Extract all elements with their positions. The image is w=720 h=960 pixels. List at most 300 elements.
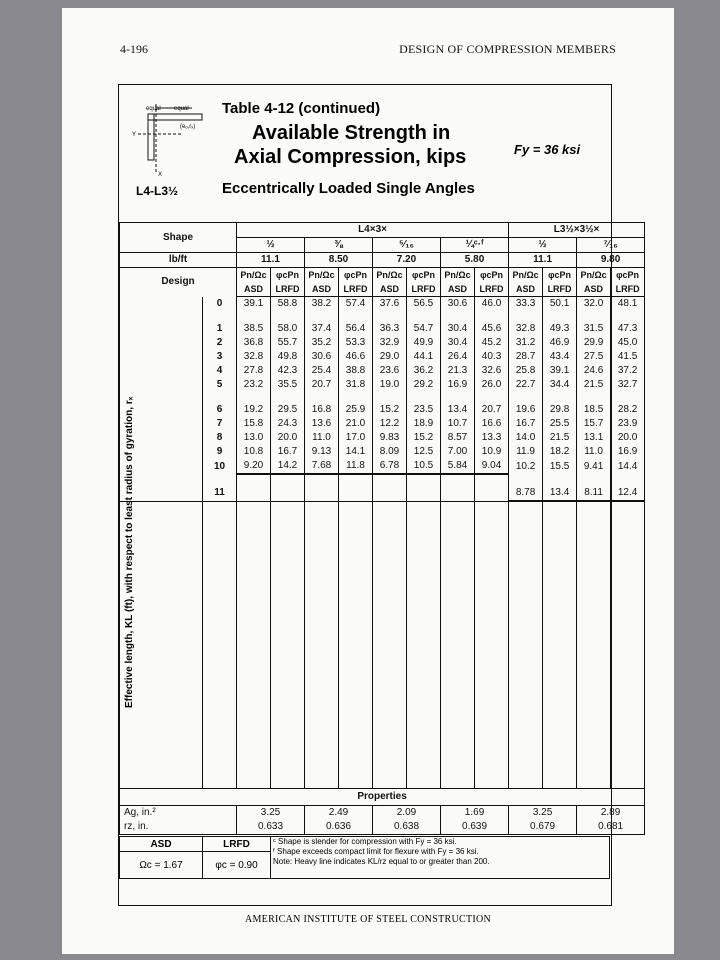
strength-value: 17.0 bbox=[339, 431, 373, 445]
strength-value: 38.5 bbox=[237, 322, 271, 336]
strength-value: 15.2 bbox=[373, 403, 407, 417]
strength-value: 20.0 bbox=[611, 431, 645, 445]
strength-value: 25.8 bbox=[509, 364, 543, 378]
table-cell bbox=[543, 474, 577, 486]
table-cell bbox=[120, 322, 203, 336]
strength-value: 13.3 bbox=[475, 431, 509, 445]
strength-value: 39.1 bbox=[543, 364, 577, 378]
strength-value: 27.5 bbox=[577, 350, 611, 364]
strength-value: 19.0 bbox=[373, 378, 407, 392]
strength-value: 36.8 bbox=[237, 336, 271, 350]
strength-value: 29.9 bbox=[577, 336, 611, 350]
table-cell bbox=[237, 311, 271, 322]
strength-value: 56.5 bbox=[407, 297, 441, 312]
strength-value: 14.1 bbox=[339, 445, 373, 459]
lrfd-header: LRFD bbox=[475, 282, 509, 297]
table-cell bbox=[509, 501, 543, 789]
strength-value: 11.9 bbox=[509, 445, 543, 459]
table-cell bbox=[373, 501, 407, 789]
document-page bbox=[62, 8, 674, 954]
strength-value: 32.9 bbox=[373, 336, 407, 350]
table-cell bbox=[120, 459, 203, 474]
strength-value: 25.9 bbox=[339, 403, 373, 417]
strength-value: 12.2 bbox=[373, 417, 407, 431]
strength-value: 46.9 bbox=[543, 336, 577, 350]
strength-value: 21.3 bbox=[441, 364, 475, 378]
strength-value: 19.6 bbox=[509, 403, 543, 417]
strength-value bbox=[407, 486, 441, 501]
table-row bbox=[120, 806, 645, 821]
strength-value: 11.8 bbox=[339, 459, 373, 474]
diagram-eccentricity: (eₒ,rₓ) bbox=[180, 124, 196, 130]
strength-value: 53.3 bbox=[339, 336, 373, 350]
strength-value: 32.0 bbox=[577, 297, 611, 312]
phi-pn-header: φcPn bbox=[475, 268, 509, 283]
strength-value: 20.7 bbox=[475, 403, 509, 417]
table-row bbox=[120, 459, 645, 474]
table-cell bbox=[271, 392, 305, 403]
thickness-header: ½ bbox=[237, 238, 305, 253]
table-cell bbox=[611, 311, 645, 322]
table-row bbox=[120, 431, 645, 445]
strength-value: 36.2 bbox=[407, 364, 441, 378]
strength-value: 32.8 bbox=[509, 322, 543, 336]
strength-value: 23.2 bbox=[237, 378, 271, 392]
table-cell bbox=[120, 501, 203, 789]
strength-value: 18.5 bbox=[577, 403, 611, 417]
table-cell bbox=[237, 474, 271, 486]
table-cell bbox=[120, 445, 203, 459]
kl-value: 0 bbox=[203, 297, 237, 312]
kl-value: 11 bbox=[203, 486, 237, 501]
strength-value: 21.5 bbox=[543, 431, 577, 445]
table-cell bbox=[120, 417, 203, 431]
strength-value bbox=[373, 486, 407, 501]
strength-value: 15.2 bbox=[407, 431, 441, 445]
strength-value bbox=[475, 486, 509, 501]
strength-value: 30.4 bbox=[441, 336, 475, 350]
strength-value: 26.0 bbox=[475, 378, 509, 392]
strength-value: 9.13 bbox=[305, 445, 339, 459]
table-cell bbox=[339, 311, 373, 322]
table-cell bbox=[203, 392, 237, 403]
ag-value: 2.09 bbox=[373, 806, 441, 821]
ag-value: 3.25 bbox=[509, 806, 577, 821]
strength-value bbox=[237, 486, 271, 501]
table-cell bbox=[475, 392, 509, 403]
pn-omega-header: Pn/Ωc bbox=[577, 268, 611, 283]
strength-value: 36.3 bbox=[373, 322, 407, 336]
table-row bbox=[120, 392, 645, 403]
table-cell bbox=[577, 392, 611, 403]
strength-value: 25.4 bbox=[305, 364, 339, 378]
table-cell bbox=[543, 311, 577, 322]
thickness-header: ½ bbox=[509, 238, 577, 253]
table-notes bbox=[271, 837, 610, 879]
strength-value: 40.3 bbox=[475, 350, 509, 364]
strength-value: 58.0 bbox=[271, 322, 305, 336]
weight-value: 11.1 bbox=[509, 253, 577, 268]
strength-value: 54.7 bbox=[407, 322, 441, 336]
pn-omega-header: Pn/Ωc bbox=[237, 268, 271, 283]
rz-value: 0.681 bbox=[577, 820, 645, 835]
strength-value: 48.1 bbox=[611, 297, 645, 312]
strength-value: 20.7 bbox=[305, 378, 339, 392]
strength-value: 21.0 bbox=[339, 417, 373, 431]
rz-label: rz, in. bbox=[120, 820, 237, 835]
strength-value: 14.0 bbox=[509, 431, 543, 445]
strength-value: 18.9 bbox=[407, 417, 441, 431]
table-cell bbox=[120, 392, 203, 403]
strength-value: 45.6 bbox=[475, 322, 509, 336]
weight-value: 9.80 bbox=[577, 253, 645, 268]
group-header: L3½×3½× bbox=[509, 223, 645, 238]
table-cell bbox=[339, 474, 373, 486]
diagram-equal-right: equal bbox=[174, 106, 189, 112]
table-cell bbox=[475, 501, 509, 789]
table-cell bbox=[120, 378, 203, 392]
page-header: DESIGN OF COMPRESSION MEMBERS bbox=[399, 42, 616, 56]
phi-pn-header: φcPn bbox=[339, 268, 373, 283]
strength-value: 38.8 bbox=[339, 364, 373, 378]
table-cell bbox=[407, 474, 441, 486]
table-row bbox=[120, 268, 645, 283]
table-cell bbox=[577, 501, 611, 789]
group-header: L4×3× bbox=[237, 223, 509, 238]
yield-strength: Fy = 36 ksi bbox=[514, 142, 581, 157]
strength-value: 38.2 bbox=[305, 297, 339, 312]
table-cell bbox=[509, 311, 543, 322]
kl-value: 6 bbox=[203, 403, 237, 417]
strength-value: 31.8 bbox=[339, 378, 373, 392]
strength-value: 29.0 bbox=[373, 350, 407, 364]
table-row bbox=[120, 378, 645, 392]
table-row bbox=[120, 311, 645, 322]
table-cell bbox=[203, 311, 237, 322]
table-cell bbox=[120, 364, 203, 378]
table-cell bbox=[509, 474, 543, 486]
weight-label: lb/ft bbox=[120, 253, 237, 268]
kl-value: 3 bbox=[203, 350, 237, 364]
table-cell bbox=[237, 392, 271, 403]
diagram-y: Y bbox=[132, 132, 137, 138]
strength-value: 15.5 bbox=[543, 459, 577, 474]
table-cell bbox=[407, 311, 441, 322]
strength-value: 46.0 bbox=[475, 297, 509, 312]
strength-value: 27.8 bbox=[237, 364, 271, 378]
strength-value: 13.4 bbox=[441, 403, 475, 417]
diagram-equal-left: equal bbox=[146, 106, 161, 112]
strength-value: 31.5 bbox=[577, 322, 611, 336]
asd-header: ASD bbox=[305, 282, 339, 297]
ag-value: 2.49 bbox=[305, 806, 373, 821]
table-cell bbox=[120, 431, 203, 445]
rz-value: 0.636 bbox=[305, 820, 373, 835]
table-subtitle: Eccentrically Loaded Single Angles bbox=[222, 180, 475, 197]
strength-value: 29.5 bbox=[271, 403, 305, 417]
table-cell bbox=[305, 392, 339, 403]
angle-diagram-icon bbox=[132, 100, 212, 178]
table-cell bbox=[611, 392, 645, 403]
table-cell bbox=[237, 501, 271, 789]
thickness-header: ⁵⁄₁₆ bbox=[373, 238, 441, 253]
strength-value bbox=[305, 486, 339, 501]
thickness-header: ¼ᶜ·ᶠ bbox=[441, 238, 509, 253]
thickness-header: ⁷⁄₁₆ bbox=[577, 238, 645, 253]
strength-value: 16.7 bbox=[271, 445, 305, 459]
table-cell bbox=[543, 392, 577, 403]
ag-value: 3.25 bbox=[237, 806, 305, 821]
strength-value: 33.3 bbox=[509, 297, 543, 312]
strength-value: 5.84 bbox=[441, 459, 475, 474]
strength-value: 10.5 bbox=[407, 459, 441, 474]
strength-value: 20.0 bbox=[271, 431, 305, 445]
weight-value: 7.20 bbox=[373, 253, 441, 268]
strength-value: 15.7 bbox=[577, 417, 611, 431]
table-cell bbox=[120, 311, 203, 322]
weight-value: 5.80 bbox=[441, 253, 509, 268]
table-cell bbox=[271, 501, 305, 789]
table-cell bbox=[120, 403, 203, 417]
table-cell bbox=[407, 392, 441, 403]
strength-value: 24.3 bbox=[271, 417, 305, 431]
kl-value: 8 bbox=[203, 431, 237, 445]
strength-value: 11.0 bbox=[577, 445, 611, 459]
table-cell bbox=[475, 311, 509, 322]
strength-value: 43.4 bbox=[543, 350, 577, 364]
asd-header: ASD bbox=[577, 282, 611, 297]
strength-value: 13.1 bbox=[577, 431, 611, 445]
table-row bbox=[120, 417, 645, 431]
table-row bbox=[120, 403, 645, 417]
strength-value: 9.41 bbox=[577, 459, 611, 474]
note-heavy-line: Note: Heavy line indicates KL/rz equal to or greater than 200. bbox=[273, 857, 490, 866]
strength-value: 8.11 bbox=[577, 486, 611, 501]
strength-value bbox=[271, 486, 305, 501]
strength-value: 37.6 bbox=[373, 297, 407, 312]
table-cell bbox=[441, 501, 475, 789]
shape-label: Shape bbox=[120, 223, 237, 253]
strength-value: 8.09 bbox=[373, 445, 407, 459]
table-row bbox=[120, 253, 645, 268]
table-cell bbox=[305, 501, 339, 789]
table-row bbox=[120, 350, 645, 364]
kl-value: 9 bbox=[203, 445, 237, 459]
page-number: 4-196 bbox=[120, 42, 148, 56]
diagram-x: X bbox=[158, 172, 163, 178]
table-cell bbox=[475, 474, 509, 486]
table-cell bbox=[441, 311, 475, 322]
note-compact: ᶠ Shape exceeds compact limit for flexure with Fy = 36 ksi. bbox=[273, 847, 479, 856]
properties-header: Properties bbox=[120, 789, 645, 806]
table-cell bbox=[120, 474, 203, 486]
strength-value: 35.5 bbox=[271, 378, 305, 392]
table-row bbox=[120, 789, 645, 806]
strength-value: 37.4 bbox=[305, 322, 339, 336]
strength-value: 32.7 bbox=[611, 378, 645, 392]
strength-value: 11.0 bbox=[305, 431, 339, 445]
strength-value: 23.9 bbox=[611, 417, 645, 431]
strength-value: 15.8 bbox=[237, 417, 271, 431]
table-cell bbox=[271, 311, 305, 322]
strength-value: 49.3 bbox=[543, 322, 577, 336]
strength-table bbox=[119, 222, 645, 835]
shape-range: L4-L3½ bbox=[136, 184, 179, 198]
strength-value: 28.2 bbox=[611, 403, 645, 417]
table-title-line2: Axial Compression, kips bbox=[234, 146, 467, 168]
strength-value: 13.4 bbox=[543, 486, 577, 501]
strength-value: 7.00 bbox=[441, 445, 475, 459]
strength-value: 29.8 bbox=[543, 403, 577, 417]
strength-value: 49.8 bbox=[271, 350, 305, 364]
table-row bbox=[120, 322, 645, 336]
strength-value: 37.2 bbox=[611, 364, 645, 378]
strength-value: 30.6 bbox=[441, 297, 475, 312]
strength-value: 31.2 bbox=[509, 336, 543, 350]
strength-value: 13.6 bbox=[305, 417, 339, 431]
strength-value: 6.78 bbox=[373, 459, 407, 474]
lrfd-header: LRFD bbox=[407, 282, 441, 297]
strength-value: 35.2 bbox=[305, 336, 339, 350]
strength-value: 39.1 bbox=[237, 297, 271, 312]
legend-phi: φc = 0.90 bbox=[203, 852, 271, 879]
strength-value: 49.9 bbox=[407, 336, 441, 350]
asd-header: ASD bbox=[237, 282, 271, 297]
phi-pn-header: φcPn bbox=[407, 268, 441, 283]
axis-label: Effective length, KL (ft), with respect to least radius of gyration, rₓ bbox=[124, 396, 135, 708]
table-cell bbox=[543, 501, 577, 789]
lrfd-header: LRFD bbox=[543, 282, 577, 297]
strength-value: 25.5 bbox=[543, 417, 577, 431]
thickness-header: ⅜ bbox=[305, 238, 373, 253]
table-cell bbox=[305, 311, 339, 322]
table-row bbox=[120, 223, 645, 238]
asd-header: ASD bbox=[509, 282, 543, 297]
strength-value: 55.7 bbox=[271, 336, 305, 350]
phi-pn-header: φcPn bbox=[611, 268, 645, 283]
strength-value: 9.83 bbox=[373, 431, 407, 445]
table-cell bbox=[577, 474, 611, 486]
strength-value: 10.8 bbox=[237, 445, 271, 459]
table-row bbox=[120, 364, 645, 378]
kl-value: 5 bbox=[203, 378, 237, 392]
strength-value: 10.7 bbox=[441, 417, 475, 431]
kl-value: 10 bbox=[203, 459, 237, 474]
strength-value: 32.8 bbox=[237, 350, 271, 364]
strength-value: 28.7 bbox=[509, 350, 543, 364]
strength-value: 12.4 bbox=[611, 486, 645, 501]
table-row bbox=[120, 486, 645, 501]
strength-value: 18.2 bbox=[543, 445, 577, 459]
page-footer: AMERICAN INSTITUTE OF STEEL CONSTRUCTION bbox=[244, 914, 492, 925]
table-cell bbox=[577, 311, 611, 322]
strength-value: 19.2 bbox=[237, 403, 271, 417]
rz-value: 0.633 bbox=[237, 820, 305, 835]
strength-value: 42.3 bbox=[271, 364, 305, 378]
rz-value: 0.639 bbox=[441, 820, 509, 835]
strength-value: 14.2 bbox=[271, 459, 305, 474]
legend-asd: ASD bbox=[120, 837, 203, 852]
ag-value: 2.89 bbox=[577, 806, 645, 821]
table-cell bbox=[203, 474, 237, 486]
strength-value: 29.2 bbox=[407, 378, 441, 392]
legend-table bbox=[119, 836, 610, 879]
rz-value: 0.679 bbox=[509, 820, 577, 835]
legend-lrfd: LRFD bbox=[203, 837, 271, 852]
table-cell bbox=[120, 486, 203, 501]
note-slender: ᶜ Shape is slender for compression with Fy = 36 ksi. bbox=[273, 837, 457, 846]
table-row bbox=[120, 336, 645, 350]
asd-header: ASD bbox=[373, 282, 407, 297]
table-cell bbox=[305, 474, 339, 486]
pn-omega-header: Pn/Ωc bbox=[305, 268, 339, 283]
phi-pn-header: φcPn bbox=[271, 268, 305, 283]
pn-omega-header: Pn/Ωc bbox=[373, 268, 407, 283]
table-cell bbox=[441, 474, 475, 486]
strength-value: 57.4 bbox=[339, 297, 373, 312]
lrfd-header: LRFD bbox=[611, 282, 645, 297]
table-cell bbox=[611, 501, 645, 789]
strength-value: 26.4 bbox=[441, 350, 475, 364]
table-cell bbox=[339, 392, 373, 403]
strength-value: 16.6 bbox=[475, 417, 509, 431]
weight-value: 11.1 bbox=[237, 253, 305, 268]
strength-value: 47.3 bbox=[611, 322, 645, 336]
table-cell bbox=[373, 474, 407, 486]
strength-value: 24.6 bbox=[577, 364, 611, 378]
strength-value: 46.6 bbox=[339, 350, 373, 364]
table-cell bbox=[407, 501, 441, 789]
ag-value: 1.69 bbox=[441, 806, 509, 821]
legend-omega: Ωc = 1.67 bbox=[120, 852, 203, 879]
strength-value: 45.0 bbox=[611, 336, 645, 350]
table-cell bbox=[509, 392, 543, 403]
strength-value: 23.6 bbox=[373, 364, 407, 378]
ag-label: Ag, in.² bbox=[120, 806, 237, 821]
strength-value: 44.1 bbox=[407, 350, 441, 364]
table-name: Table 4-12 (continued) bbox=[222, 100, 381, 117]
phi-pn-header: φcPn bbox=[543, 268, 577, 283]
table-row bbox=[120, 297, 645, 312]
table-row bbox=[120, 501, 645, 789]
table-cell bbox=[339, 501, 373, 789]
strength-value bbox=[339, 486, 373, 501]
pn-omega-header: Pn/Ωc bbox=[509, 268, 543, 283]
strength-value: 8.57 bbox=[441, 431, 475, 445]
table-cell bbox=[203, 501, 237, 789]
strength-value: 12.5 bbox=[407, 445, 441, 459]
kl-value: 2 bbox=[203, 336, 237, 350]
strength-value: 21.5 bbox=[577, 378, 611, 392]
strength-value: 9.04 bbox=[475, 459, 509, 474]
design-label: Design bbox=[120, 268, 237, 297]
lrfd-header: LRFD bbox=[339, 282, 373, 297]
strength-value: 41.5 bbox=[611, 350, 645, 364]
kl-value: 1 bbox=[203, 322, 237, 336]
table-row bbox=[120, 474, 645, 486]
kl-value: 4 bbox=[203, 364, 237, 378]
strength-value: 30.6 bbox=[305, 350, 339, 364]
lrfd-header: LRFD bbox=[271, 282, 305, 297]
strength-value: 58.8 bbox=[271, 297, 305, 312]
table-cell bbox=[120, 297, 203, 312]
strength-value: 16.8 bbox=[305, 403, 339, 417]
strength-value: 56.4 bbox=[339, 322, 373, 336]
table-cell bbox=[373, 311, 407, 322]
rz-value: 0.638 bbox=[373, 820, 441, 835]
table-cell bbox=[441, 392, 475, 403]
strength-value: 16.7 bbox=[509, 417, 543, 431]
